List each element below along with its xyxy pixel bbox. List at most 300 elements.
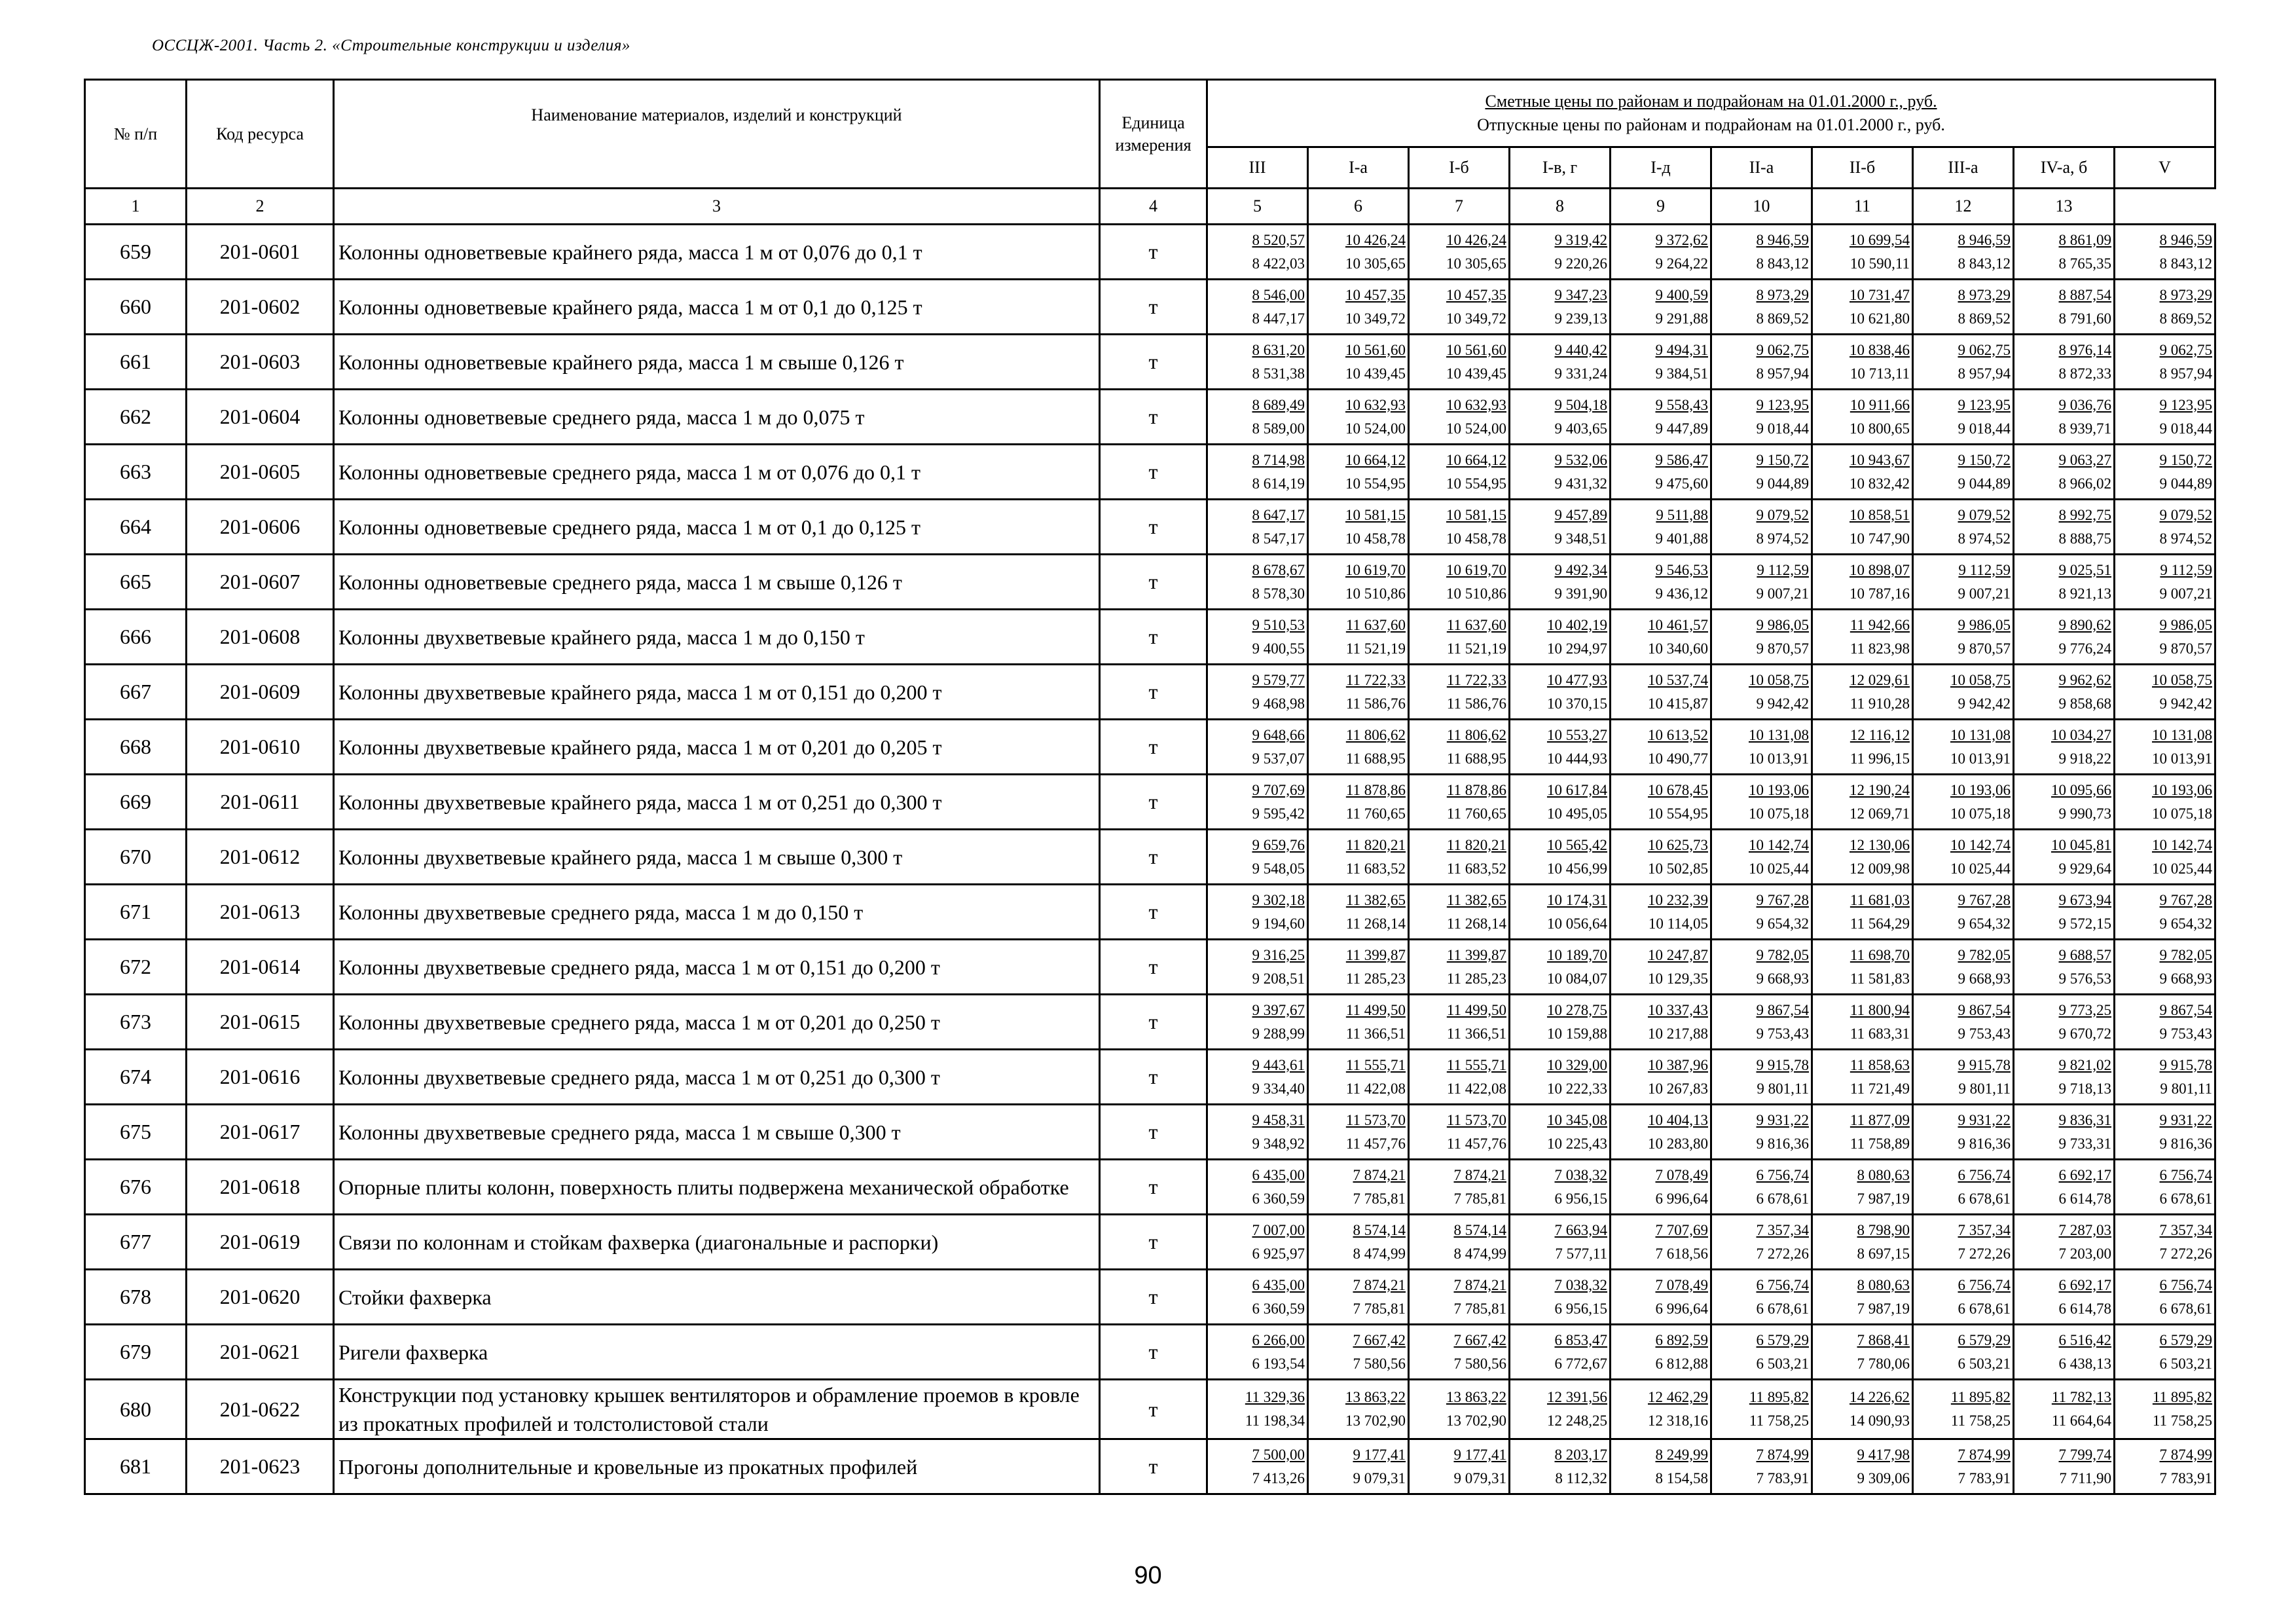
estimate-price: 9 458,31 [1252, 1111, 1305, 1128]
price-cell [1711, 280, 1812, 335]
estimate-price: 10 278,75 [1547, 1001, 1607, 1018]
material-name: Стойки фахверка [334, 1270, 1100, 1325]
estimate-price: 11 820,21 [1446, 836, 1506, 853]
estimate-price: 7 874,99 [1756, 1446, 1809, 1463]
estimate-price: 8 946,59 [1756, 231, 1809, 248]
price-cell [2115, 1325, 2215, 1380]
estimate-price: 10 174,31 [1547, 891, 1607, 908]
price-cell [1510, 555, 1611, 610]
price-cell [2014, 555, 2115, 610]
release-price: 9 079,31 [1353, 1469, 1406, 1486]
estimate-price: 7 357,34 [1958, 1221, 2011, 1238]
estimate-price: 14 226,62 [1850, 1389, 1910, 1405]
release-price: 8 791,60 [2058, 310, 2111, 327]
release-price: 6 678,61 [2159, 1190, 2213, 1207]
estimate-price: 8 203,17 [1554, 1446, 1607, 1463]
release-price: 10 305,65 [1345, 255, 1406, 272]
price-cell [2115, 1380, 2215, 1439]
estimate-price: 6 756,74 [2159, 1276, 2213, 1293]
column-number: 9 [1611, 189, 1711, 225]
estimate-price: 10 477,93 [1547, 671, 1607, 688]
estimate-price: 10 619,70 [1446, 561, 1506, 578]
estimate-price: 10 402,19 [1547, 616, 1607, 633]
release-price: 7 987,19 [1857, 1300, 1910, 1317]
release-price: 8 869,52 [1958, 310, 2011, 327]
estimate-price: 9 558,43 [1655, 396, 1708, 413]
price-cell [1308, 995, 1409, 1050]
estimate-price: 8 798,90 [1857, 1221, 1910, 1238]
release-price: 8 957,94 [1958, 365, 2011, 382]
price-cell [2014, 335, 2115, 390]
release-price: 10 283,80 [1648, 1135, 1708, 1152]
release-price: 10 025,44 [2152, 860, 2213, 877]
price-cell [1711, 1160, 1812, 1215]
release-price: 8 869,52 [1756, 310, 1809, 327]
release-price: 8 843,12 [1756, 255, 1809, 272]
estimate-price: 8 546,00 [1252, 286, 1305, 303]
column-number: 13 [2014, 189, 2115, 225]
release-price: 8 843,12 [1958, 255, 2011, 272]
estimate-price: 11 782,13 [2051, 1389, 2111, 1405]
row-number: 676 [85, 1160, 187, 1215]
release-price: 11 198,34 [1245, 1412, 1305, 1429]
price-cell [1409, 995, 1510, 1050]
row-number: 671 [85, 885, 187, 940]
release-price: 8 474,99 [1453, 1245, 1506, 1262]
release-price: 10 225,43 [1547, 1135, 1607, 1152]
estimate-price: 8 249,99 [1655, 1446, 1708, 1463]
release-price: 9 942,42 [2159, 695, 2213, 712]
resource-code: 201-0601 [187, 225, 334, 280]
estimate-price: 9 494,31 [1655, 341, 1708, 358]
price-cell [1711, 995, 1812, 1050]
row-number: 672 [85, 940, 187, 995]
estimate-price: 6 756,74 [1756, 1166, 1809, 1183]
estimate-price: 8 973,29 [1756, 286, 1809, 303]
row-number: 664 [85, 500, 187, 555]
price-cell [1611, 280, 1711, 335]
price-cell [1611, 1160, 1711, 1215]
release-price: 11 521,19 [1446, 640, 1506, 657]
estimate-price: 10 632,93 [1446, 396, 1506, 413]
estimate-price: 9 062,75 [2159, 341, 2213, 358]
estimate-price: 8 574,14 [1453, 1221, 1506, 1238]
release-price: 11 683,52 [1345, 860, 1406, 877]
price-cell [1308, 1380, 1409, 1439]
estimate-price: 11 637,60 [1345, 616, 1406, 633]
price-cell [1913, 1325, 2014, 1380]
estimate-price: 7 078,49 [1655, 1166, 1708, 1183]
release-price: 11 457,76 [1345, 1135, 1406, 1152]
estimate-price: 11 858,63 [1850, 1056, 1910, 1073]
estimate-price: 10 058,75 [1950, 671, 2011, 688]
price-cell [1711, 1325, 1812, 1380]
release-price: 8 578,30 [1252, 585, 1305, 602]
estimate-price: 7 707,69 [1655, 1221, 1708, 1238]
estimate-price: 9 962,62 [2058, 671, 2111, 688]
material-name: Колонны двухветвевые среднего ряда, масса 1 м от 0,251 до 0,300 т [334, 1050, 1100, 1105]
unit-of-measure: т [1100, 720, 1207, 775]
estimate-price: 10 561,60 [1345, 341, 1406, 358]
release-price: 8 614,19 [1252, 475, 1305, 492]
estimate-price: 9 648,66 [1252, 726, 1305, 743]
release-price: 10 013,91 [2152, 750, 2213, 767]
release-price: 7 711,90 [2059, 1469, 2111, 1486]
release-price: 9 816,36 [2159, 1135, 2213, 1152]
price-cell [1510, 665, 1611, 720]
release-price: 9 403,65 [1554, 420, 1607, 437]
release-price: 12 318,16 [1648, 1412, 1708, 1429]
unit-of-measure: т [1100, 1270, 1207, 1325]
estimate-price: 10 457,35 [1446, 286, 1506, 303]
release-price: 9 239,13 [1554, 310, 1607, 327]
release-price: 11 683,52 [1446, 860, 1506, 877]
release-price: 9 401,88 [1655, 530, 1708, 547]
price-cell [1510, 720, 1611, 775]
release-price: 10 800,65 [1850, 420, 1910, 437]
price-cell [1207, 1439, 1308, 1494]
estimate-price: 11 878,86 [1446, 781, 1506, 798]
estimate-price: 10 337,43 [1648, 1001, 1708, 1018]
price-cell [1409, 500, 1510, 555]
price-cell [1812, 445, 1913, 500]
unit-of-measure: т [1100, 1215, 1207, 1270]
price-cell [1510, 995, 1611, 1050]
release-price: 11 586,76 [1345, 695, 1406, 712]
estimate-price: 11 806,62 [1446, 726, 1506, 743]
release-price: 7 272,26 [1756, 1245, 1809, 1262]
release-price: 8 154,58 [1655, 1469, 1708, 1486]
unit-of-measure: т [1100, 775, 1207, 830]
price-cell [1611, 500, 1711, 555]
estimate-price: 10 617,84 [1547, 781, 1607, 798]
release-price: 9 288,99 [1252, 1025, 1305, 1042]
release-price: 9 384,51 [1655, 365, 1708, 382]
estimate-price: 8 080,63 [1857, 1166, 1910, 1183]
unit-of-measure: т [1100, 1105, 1207, 1160]
price-cell [1207, 390, 1308, 445]
price-cell [1913, 1160, 2014, 1215]
release-price: 9 007,21 [2159, 585, 2213, 602]
price-cell [1711, 830, 1812, 885]
price-cell [1913, 830, 2014, 885]
row-number: 668 [85, 720, 187, 775]
release-price: 10 787,16 [1850, 585, 1910, 602]
release-price: 8 447,17 [1252, 310, 1305, 327]
release-price: 7 785,81 [1353, 1190, 1406, 1207]
price-cell [1913, 610, 2014, 665]
release-price: 9 668,93 [1958, 970, 2011, 987]
release-price: 10 621,80 [1850, 310, 1910, 327]
estimate-price: 9 150,72 [1958, 451, 2011, 468]
estimate-price: 10 426,24 [1446, 231, 1506, 248]
release-price: 10 056,64 [1547, 915, 1607, 932]
table-row [85, 1160, 2215, 1215]
estimate-price: 11 895,82 [2152, 1389, 2213, 1405]
estimate-price: 9 457,89 [1554, 506, 1607, 523]
estimate-price: 7 500,00 [1252, 1446, 1305, 1463]
price-cell [1308, 775, 1409, 830]
unit-of-measure: т [1100, 280, 1207, 335]
release-price: 10 524,00 [1446, 420, 1506, 437]
price-cell [2014, 665, 2115, 720]
price-cell [1611, 1105, 1711, 1160]
price-cell [2115, 390, 2215, 445]
release-price: 9 572,15 [2058, 915, 2111, 932]
release-price: 9 348,51 [1554, 530, 1607, 547]
material-name: Колонны одноветвевые крайнего ряда, масса 1 м от 0,1 до 0,125 т [334, 280, 1100, 335]
release-price: 11 422,08 [1345, 1080, 1406, 1097]
release-price: 8 966,02 [2058, 475, 2111, 492]
price-cell [1207, 995, 1308, 1050]
price-cell [1812, 225, 1913, 280]
resource-code: 201-0610 [187, 720, 334, 775]
estimate-price: 8 080,63 [1857, 1276, 1910, 1293]
header-release-prices: Отпускные цены по районам и подрайонам на 01.01.2000 г., руб. [1477, 115, 1945, 134]
price-cell [1611, 940, 1711, 995]
release-price: 7 780,06 [1857, 1355, 1910, 1372]
price-cell [1812, 1325, 1913, 1380]
price-cell [1812, 335, 1913, 390]
material-name: Колонны двухветвевые крайнего ряда, масса 1 м до 0,150 т [334, 610, 1100, 665]
resource-code: 201-0602 [187, 280, 334, 335]
region-header: I-б [1409, 147, 1510, 189]
row-number: 659 [85, 225, 187, 280]
estimate-price: 10 142,74 [1950, 836, 2011, 853]
table-row [85, 995, 2215, 1050]
table-row [85, 390, 2215, 445]
release-price: 10 294,97 [1547, 640, 1607, 657]
price-cell [1510, 1215, 1611, 1270]
document-header: ОССЦЖ-2001. Часть 2. «Строительные конструкции и изделия» [152, 37, 630, 54]
price-cell [1913, 1270, 2014, 1325]
resource-code: 201-0607 [187, 555, 334, 610]
release-price: 9 018,44 [2159, 420, 2213, 437]
release-price: 10 495,05 [1547, 805, 1607, 822]
estimate-price: 11 681,03 [1850, 891, 1910, 908]
estimate-price: 9 782,05 [1756, 946, 1809, 963]
price-cell [1207, 830, 1308, 885]
estimate-price: 10 537,74 [1648, 671, 1708, 688]
price-cell [1409, 885, 1510, 940]
row-number: 681 [85, 1439, 187, 1494]
price-cell [1308, 1160, 1409, 1215]
estimate-price: 10 058,75 [2152, 671, 2213, 688]
region-header: I-в, г [1510, 147, 1611, 189]
price-cell [1812, 555, 1913, 610]
table-row [85, 280, 2215, 335]
price-cell [2115, 940, 2215, 995]
release-price: 9 990,73 [2058, 805, 2111, 822]
estimate-price: 6 435,00 [1252, 1276, 1305, 1293]
release-price: 9 870,57 [1756, 640, 1809, 657]
release-price: 11 758,25 [2152, 1412, 2213, 1429]
estimate-price: 10 193,06 [1950, 781, 2011, 798]
release-price: 9 537,07 [1252, 750, 1305, 767]
release-price: 9 348,92 [1252, 1135, 1305, 1152]
estimate-price: 6 756,74 [2159, 1166, 2213, 1183]
release-price: 9 468,98 [1252, 695, 1305, 712]
estimate-price: 11 895,82 [1749, 1389, 1809, 1405]
unit-of-measure: т [1100, 940, 1207, 995]
column-number: 8 [1510, 189, 1611, 225]
release-price: 10 458,78 [1446, 530, 1506, 547]
material-name: Колонны одноветвевые среднего ряда, масса 1 м до 0,075 т [334, 390, 1100, 445]
estimate-price: 10 193,06 [2152, 781, 2213, 798]
estimate-price: 11 698,70 [1850, 946, 1910, 963]
table-row [85, 1050, 2215, 1105]
release-price: 8 112,32 [1555, 1469, 1607, 1486]
release-price: 7 783,91 [1756, 1469, 1809, 1486]
release-price: 6 956,15 [1554, 1300, 1607, 1317]
price-cell [1207, 1105, 1308, 1160]
price-cell [1510, 1105, 1611, 1160]
estimate-price: 11 800,94 [1850, 1001, 1910, 1018]
price-cell [2115, 610, 2215, 665]
release-price: 7 785,81 [1453, 1300, 1506, 1317]
release-price: 9 331,24 [1554, 365, 1607, 382]
price-cell [2115, 555, 2215, 610]
release-price: 10 025,44 [1950, 860, 2011, 877]
price-cell [1409, 335, 1510, 390]
estimate-price: 9 112,59 [1958, 561, 2011, 578]
release-price: 9 007,21 [1958, 585, 2011, 602]
price-cell [1308, 1439, 1409, 1494]
estimate-price: 8 631,20 [1252, 341, 1305, 358]
price-cell [1207, 1380, 1308, 1439]
price-cell [1207, 1050, 1308, 1105]
row-number: 667 [85, 665, 187, 720]
column-number: 12 [1913, 189, 2014, 225]
release-price: 6 614,78 [2058, 1190, 2111, 1207]
resource-code: 201-0617 [187, 1105, 334, 1160]
release-price: 10 349,72 [1446, 310, 1506, 327]
estimate-price: 9 123,95 [1958, 396, 2011, 413]
price-cell [1913, 665, 2014, 720]
estimate-price: 9 673,94 [2058, 891, 2111, 908]
release-price: 6 360,59 [1252, 1190, 1305, 1207]
price-cell [1510, 1270, 1611, 1325]
estimate-price: 10 142,74 [2152, 836, 2213, 853]
row-number: 666 [85, 610, 187, 665]
price-cell [1207, 1270, 1308, 1325]
price-cell [2115, 280, 2215, 335]
release-price: 8 974,52 [2159, 530, 2213, 547]
price-cell [1510, 445, 1611, 500]
region-header: I-а [1308, 147, 1409, 189]
price-cell [1510, 610, 1611, 665]
estimate-price: 7 874,21 [1353, 1166, 1406, 1183]
price-cell [1308, 1050, 1409, 1105]
price-cell [1409, 1160, 1510, 1215]
estimate-price: 8 946,59 [1958, 231, 2011, 248]
price-cell [1409, 830, 1510, 885]
estimate-price: 6 579,29 [1958, 1331, 2011, 1348]
table-row [85, 1439, 2215, 1494]
release-price: 7 580,56 [1353, 1355, 1406, 1372]
release-price: 14 090,93 [1850, 1412, 1910, 1429]
price-cell [1611, 555, 1711, 610]
release-price: 11 683,31 [1850, 1025, 1910, 1042]
price-cell [1409, 390, 1510, 445]
estimate-price: 10 581,15 [1345, 506, 1406, 523]
release-price: 10 554,95 [1446, 475, 1506, 492]
estimate-price: 11 399,87 [1345, 946, 1406, 963]
price-cell [1308, 885, 1409, 940]
column-number: 7 [1409, 189, 1510, 225]
release-price: 9 018,44 [1958, 420, 2011, 437]
release-price: 9 816,36 [1958, 1135, 2011, 1152]
price-cell [1207, 1215, 1308, 1270]
header-unit: Единица измерения [1100, 80, 1207, 189]
table-row [85, 335, 2215, 390]
price-cell [1711, 775, 1812, 830]
estimate-price: 8 976,14 [2058, 341, 2111, 358]
price-cell [1611, 885, 1711, 940]
estimate-price: 7 287,03 [2058, 1221, 2111, 1238]
estimate-price: 9 123,95 [2159, 396, 2213, 413]
price-cell [2014, 1325, 2115, 1380]
release-price: 10 747,90 [1850, 530, 1910, 547]
table-row [85, 445, 2215, 500]
estimate-price: 10 232,39 [1648, 891, 1708, 908]
estimate-price: 10 943,67 [1850, 451, 1910, 468]
price-cell [2115, 1215, 2215, 1270]
row-number: 669 [85, 775, 187, 830]
price-cell [1711, 555, 1812, 610]
estimate-price: 7 038,32 [1554, 1276, 1607, 1293]
release-price: 10 458,78 [1345, 530, 1406, 547]
row-number: 663 [85, 445, 187, 500]
release-price: 8 974,52 [1756, 530, 1809, 547]
estimate-price: 9 586,47 [1655, 451, 1708, 468]
resource-code: 201-0621 [187, 1325, 334, 1380]
price-cell [1812, 610, 1913, 665]
release-price: 10 490,77 [1648, 750, 1708, 767]
release-price: 9 595,42 [1252, 805, 1305, 822]
estimate-price: 9 782,05 [2159, 946, 2213, 963]
price-cell [1409, 1050, 1510, 1105]
release-price: 9 654,32 [1756, 915, 1809, 932]
release-price: 10 075,18 [1950, 805, 2011, 822]
column-number: 10 [1711, 189, 1812, 225]
estimate-price: 6 756,74 [1756, 1276, 1809, 1293]
release-price: 10 554,95 [1345, 475, 1406, 492]
price-cell [1207, 665, 1308, 720]
estimate-price: 11 942,66 [1850, 616, 1910, 633]
column-number: 11 [1812, 189, 1913, 225]
price-cell [2115, 1050, 2215, 1105]
unit-of-measure: т [1100, 1439, 1207, 1494]
release-price: 10 554,95 [1648, 805, 1708, 822]
estimate-price: 6 266,00 [1252, 1331, 1305, 1348]
release-price: 9 801,11 [1958, 1080, 2011, 1097]
row-number: 675 [85, 1105, 187, 1160]
release-price: 10 510,86 [1345, 585, 1406, 602]
release-price: 10 524,00 [1345, 420, 1406, 437]
price-cell [1510, 940, 1611, 995]
estimate-price: 10 838,46 [1850, 341, 1910, 358]
price-cell [2014, 1215, 2115, 1270]
release-price: 9 801,11 [2160, 1080, 2213, 1097]
price-cell [1409, 665, 1510, 720]
table-row [85, 940, 2215, 995]
release-price: 10 349,72 [1345, 310, 1406, 327]
header-price-titles [1207, 80, 2215, 147]
estimate-price: 10 561,60 [1446, 341, 1506, 358]
estimate-price: 10 329,00 [1547, 1056, 1607, 1073]
release-price: 6 812,88 [1655, 1355, 1708, 1372]
